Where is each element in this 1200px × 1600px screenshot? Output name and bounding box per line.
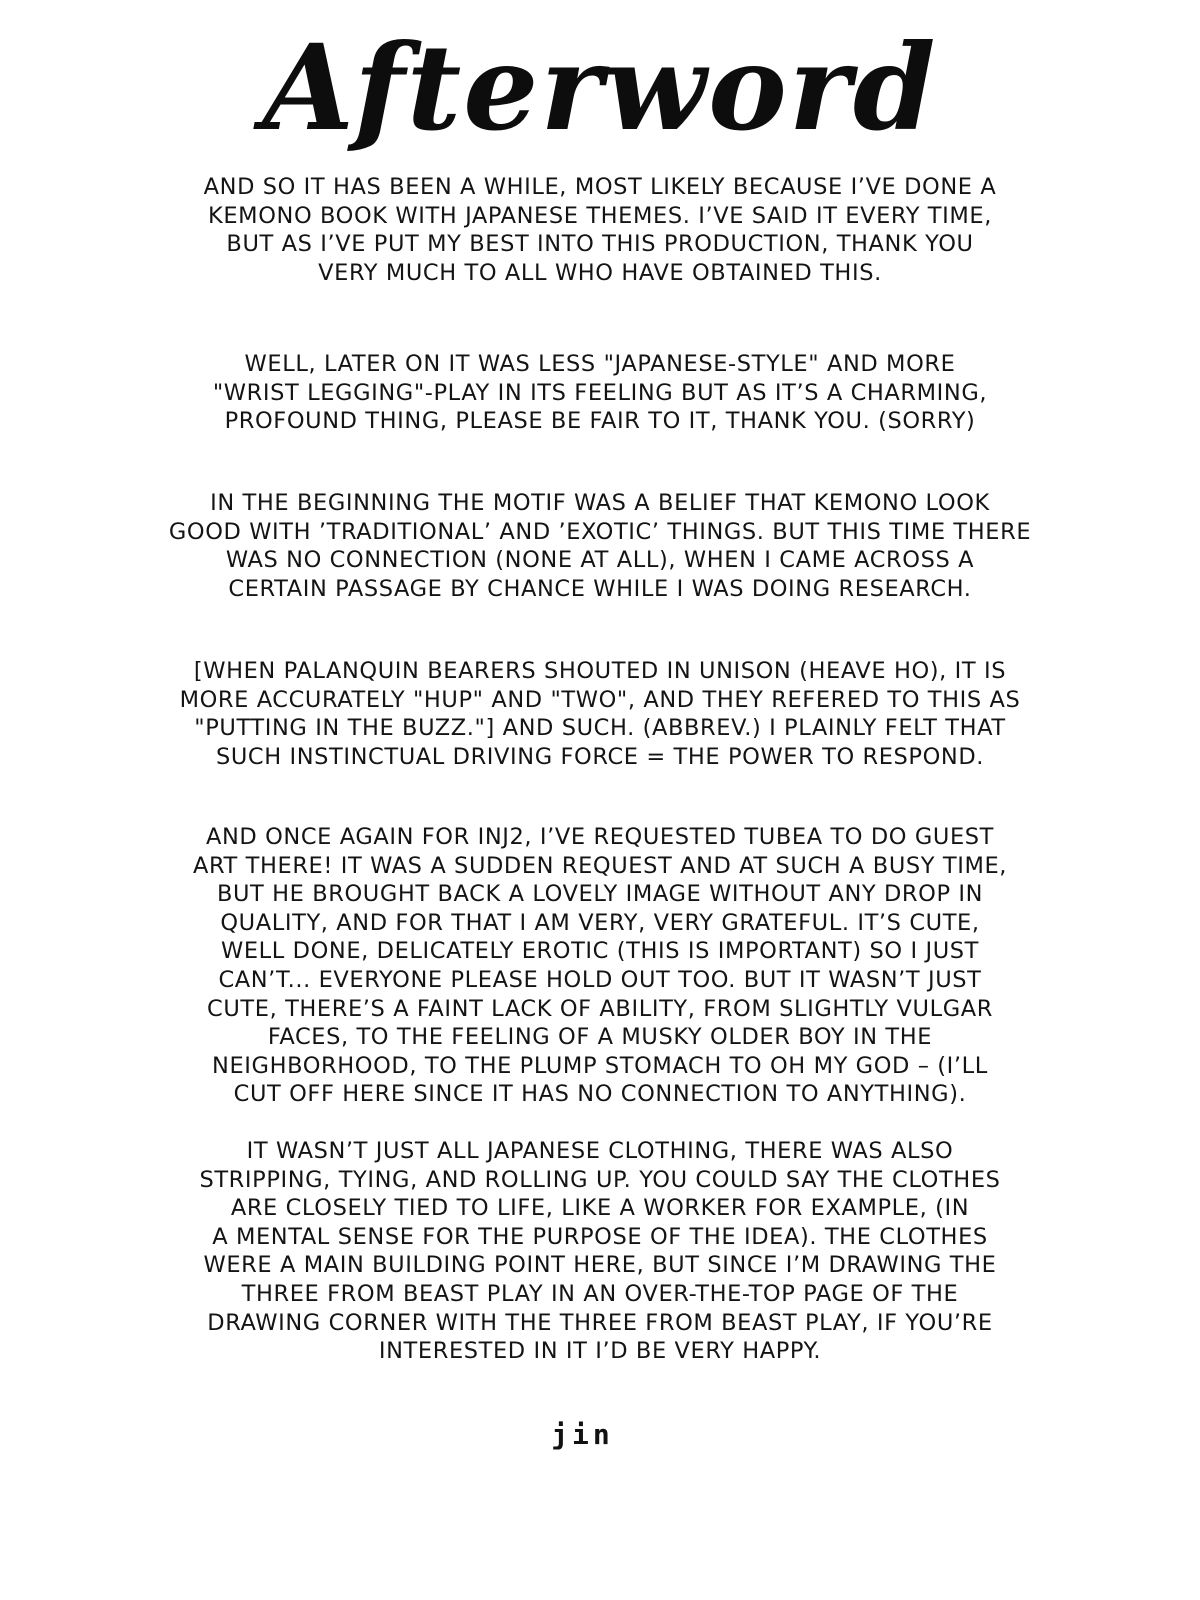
paragraph-3: IN THE BEGINNING THE MOTIF WAS A BELIEF THAT KEMONO LOOK GOOD WITH ’TRADITIONAL’ AND ’EXOTIC’ THINGS. BUT THIS TIME THERE WAS NO CONNECTION (NONE AT ALL), WHEN I CAME ACROSS A CERTAIN PASSAGE BY CHANCE WHILE I WAS DOING RESEARCH. bbox=[168, 490, 1032, 602]
paragraph-4: [WHEN PALANQUIN BEARERS SHOUTED IN UNISON (HEAVE HO), IT IS MORE ACCURATELY "HUP" AND "TWO", AND THEY REFERED TO THIS AS "PUTTING IN THE BUZZ."] AND SUCH. (ABBREV.) I PLAINLY FELT THAT SUCH INSTINCTUAL DRIVING FORCE = THE POWER TO RESPOND. bbox=[179, 658, 1021, 770]
paragraph-6: IT WASN’T JUST ALL JAPANESE CLOTHING, THERE WAS ALSO STRIPPING, TYING, AND ROLLING UP. YOU COULD SAY THE CLOTHES ARE CLOSELY TIED TO LIFE, LIKE A WORKER FOR EXAMPLE, (IN A MENTAL SENSE FOR THE PURPOSE OF THE IDEA). THE CLOTHES WERE A MAIN BUILDING POINT HERE, BUT SINCE I’M DRAWING THE THREE FROM BEAST PLAY IN AN OVER-THE-TOP PAGE OF THE DRAWING CORNER WITH THE THREE FROM BEAST PLAY, IF YOU’RE INTERESTED IN IT I’D BE VERY HAPPY. bbox=[199, 1138, 1001, 1365]
page-title: Afterword bbox=[262, 18, 938, 157]
paragraph-5: AND ONCE AGAIN FOR INJ2, I’VE REQUESTED TUBEA TO DO GUEST ART THERE! IT WAS A SUDDEN REQUEST AND AT SUCH A BUSY TIME, BUT HE BROUGHT BACK A LOVELY IMAGE WITHOUT ANY DROP IN QUALITY, AND FOR THAT I AM VERY, VERY GRATEFUL. IT’S CUTE, WELL DONE, DELICATELY EROTIC (THIS IS IMPORTANT) SO I JUST CAN’T... EVERYONE PLEASE HOLD OUT TOO. BUT IT WASN’T JUST CUTE, THERE’S A FAINT LACK OF ABILITY, FROM SLIGHTLY VULGAR FACES, TO THE FEELING OF A MUSKY OLDER BOY IN THE NEIGHBORHOOD, TO THE PLUMP STOMACH TO OH MY GOD – (I’LL CUT OFF HERE SINCE IT HAS NO CONNECTION TO ANYTHING). bbox=[192, 824, 1008, 1108]
author-signature: jin bbox=[551, 1418, 614, 1451]
paragraph-2: WELL, LATER ON IT WAS LESS "JAPANESE-STYLE" AND MORE "WRIST LEGGING"-PLAY IN ITS FEELING BUT AS IT’S A CHARMING, PROFOUND THING, PLEASE BE FAIR TO IT, THANK YOU. (SORRY) bbox=[212, 351, 988, 435]
paragraph-1: AND SO IT HAS BEEN A WHILE, MOST LIKELY BECAUSE I’VE DONE A KEMONO BOOK WITH JAPANESE THEMES. I’VE SAID IT EVERY TIME, BUT AS I’VE PUT MY BEST INTO THIS PRODUCTION, THANK YOU VERY MUCH TO ALL WHO HAVE OBTAINED THIS. bbox=[203, 174, 997, 286]
